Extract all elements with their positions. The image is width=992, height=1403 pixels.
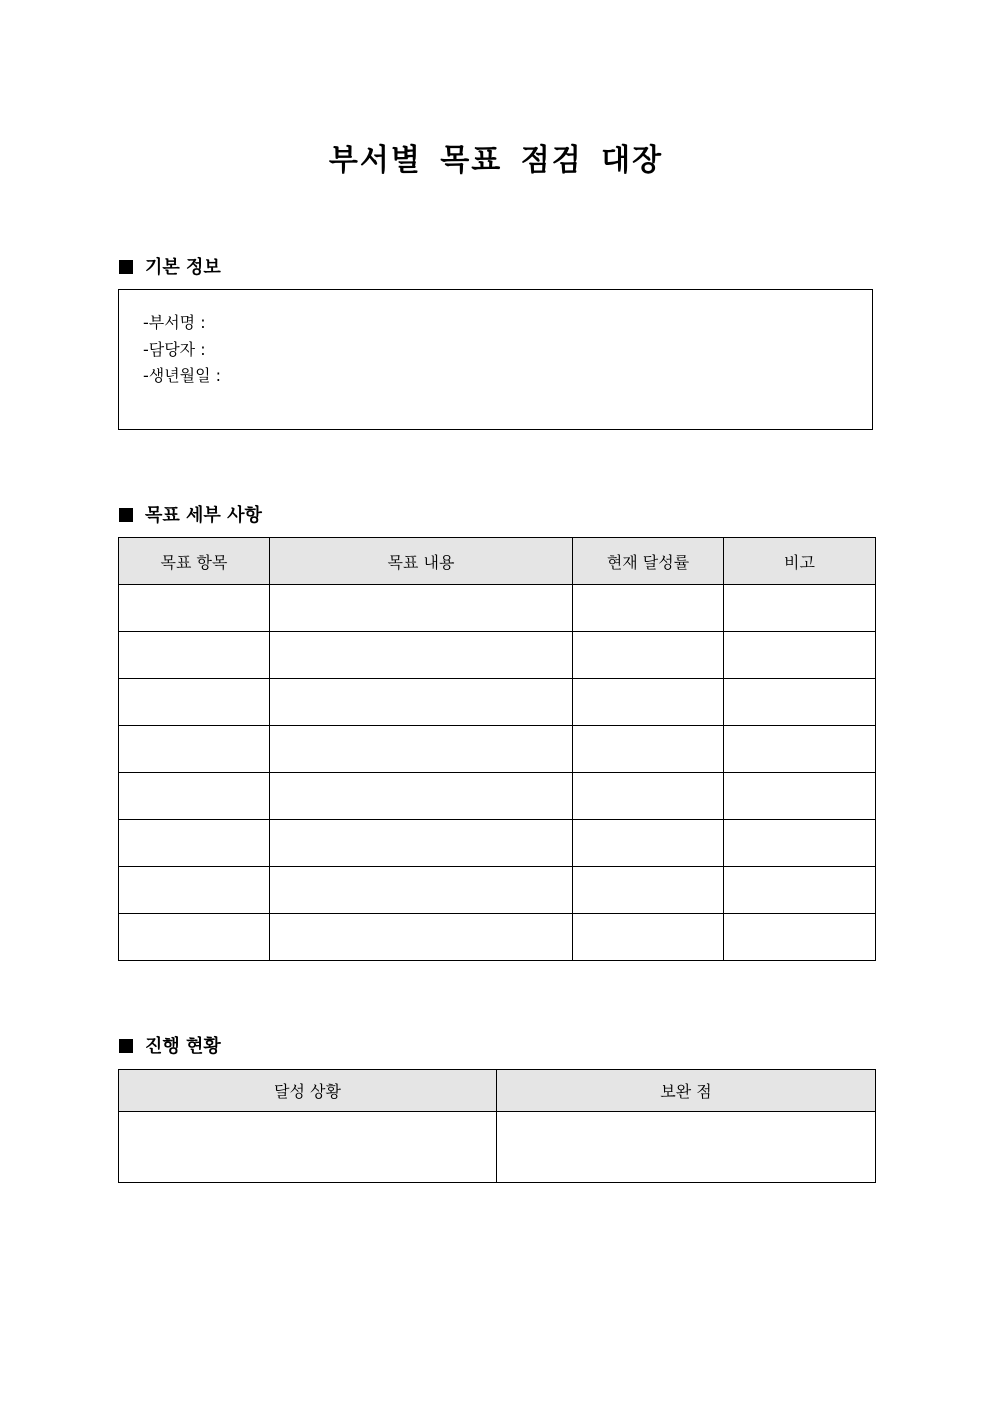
table-cell[interactable] [270, 914, 573, 961]
table-header-row [119, 538, 876, 585]
table-cell[interactable] [573, 679, 724, 726]
table-cell[interactable] [270, 679, 573, 726]
goal-details-table [118, 537, 876, 961]
section-heading-label: 진행 현황 [145, 1036, 221, 1057]
table-cell[interactable] [119, 773, 270, 820]
table-row [119, 1112, 876, 1183]
table-cell[interactable] [724, 773, 876, 820]
table-cell[interactable] [724, 726, 876, 773]
table-cell[interactable] [573, 726, 724, 773]
section-heading-goal-details [119, 501, 262, 527]
table-cell[interactable] [119, 914, 270, 961]
table-row [119, 914, 876, 961]
black-square-icon [119, 1039, 133, 1053]
table-cell[interactable] [270, 585, 573, 632]
table-row [119, 867, 876, 914]
header-improvement-points: 보완 점 [497, 1070, 876, 1112]
table-header-row [119, 1070, 876, 1112]
progress-table [118, 1069, 876, 1183]
table-cell[interactable] [573, 914, 724, 961]
table-cell[interactable] [724, 679, 876, 726]
section-heading-basic-info [119, 253, 221, 279]
black-square-icon [119, 508, 133, 522]
table-cell[interactable] [119, 679, 270, 726]
manager-line: -담당자 : [143, 339, 206, 359]
table-cell[interactable] [119, 585, 270, 632]
header-achievement-status: 달성 상황 [119, 1070, 497, 1112]
table-cell[interactable] [724, 585, 876, 632]
table-row [119, 632, 876, 679]
birth-date-line: -생년월일 : [143, 366, 222, 385]
table-cell[interactable] [270, 867, 573, 914]
table-cell[interactable] [573, 585, 724, 632]
table-row [119, 773, 876, 820]
basic-info-box [118, 289, 873, 430]
table-cell[interactable] [270, 773, 573, 820]
section-heading-progress [119, 1032, 221, 1058]
table-cell[interactable] [573, 632, 724, 679]
table-cell[interactable] [573, 820, 724, 867]
table-cell[interactable] [270, 820, 573, 867]
section-heading-label: 목표 세부 사항 [145, 505, 262, 526]
table-cell[interactable] [119, 1112, 497, 1183]
table-cell[interactable] [119, 632, 270, 679]
table-row [119, 585, 876, 632]
header-remarks: 비고 [724, 538, 876, 585]
section-heading-label: 기본 정보 [145, 257, 221, 278]
table-cell[interactable] [724, 914, 876, 961]
department-name-line: -부서명 : [143, 313, 206, 332]
table-cell[interactable] [724, 632, 876, 679]
black-square-icon [119, 260, 133, 274]
table-cell[interactable] [573, 773, 724, 820]
table-cell[interactable] [573, 867, 724, 914]
table-row [119, 679, 876, 726]
table-cell[interactable] [119, 820, 270, 867]
header-achievement-rate: 현재 달성률 [573, 538, 724, 585]
table-cell[interactable] [724, 820, 876, 867]
table-row [119, 820, 876, 867]
table-cell[interactable] [724, 867, 876, 914]
table-cell[interactable] [497, 1112, 876, 1183]
table-cell[interactable] [119, 867, 270, 914]
table-cell[interactable] [270, 726, 573, 773]
page-title: 부서별 목표 점검 대장 [328, 143, 664, 178]
table-cell[interactable] [270, 632, 573, 679]
header-goal-content: 목표 내용 [270, 538, 573, 585]
table-row [119, 726, 876, 773]
header-goal-item: 목표 항목 [119, 538, 270, 585]
table-cell[interactable] [119, 726, 270, 773]
